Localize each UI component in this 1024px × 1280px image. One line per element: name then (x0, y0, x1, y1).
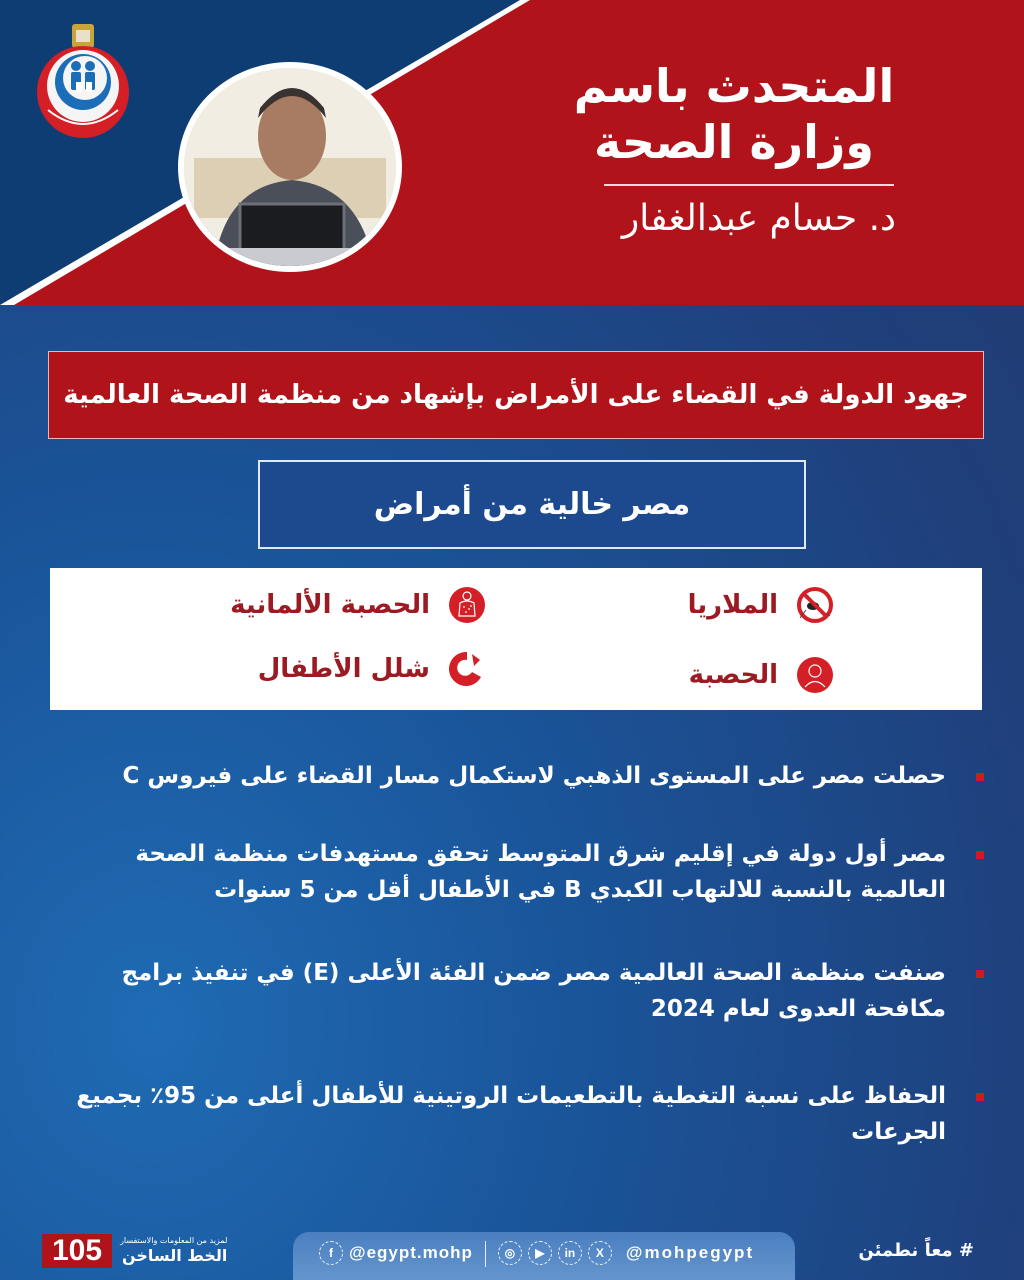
hotline-label: الخط الساخن (121, 1246, 228, 1265)
disease-item-rubella (230, 586, 486, 624)
title-divider (604, 184, 894, 186)
hotline-caption: لمزيد من المعلومات والاستفسار (120, 1236, 228, 1245)
disease-label: الحصبة الألمانية (230, 590, 430, 620)
hotline (42, 1234, 227, 1268)
youtube-icon[interactable]: ▶ (528, 1241, 552, 1265)
disease-label: الملاريا (687, 590, 778, 620)
disease-free-panel (50, 568, 982, 710)
no-mosquito-icon (796, 586, 834, 624)
list-item (60, 758, 990, 794)
bullet-marker (976, 773, 984, 781)
speaker-portrait (178, 62, 402, 272)
disease-item-polio (258, 650, 486, 688)
bullet-text: صنفت منظمة الصحة العالمية مصر ضمن الفئة الأعلى (E) في تنفيذ برامج مكافحة العدوى لعام 2024 (121, 960, 946, 1022)
header (0, 0, 1024, 305)
social-bar (293, 1232, 795, 1280)
disease-item-malaria (688, 586, 834, 624)
facebook-handle[interactable]: @egypt.mohp (349, 1243, 473, 1262)
subheadline-text: مصر خالية من أمراض (373, 487, 691, 522)
bullet-marker (976, 851, 984, 859)
headline-banner (48, 351, 984, 439)
disease-label: شلل الأطفال (257, 654, 430, 684)
hashtag: # معاً نطمئن (858, 1240, 974, 1261)
bullet-text: الحفاظ على نسبة التغطية بالتطعيمات الروتينية للأطفال أعلى من 95٪ بجميع الجرعات (76, 1083, 946, 1145)
subheadline-box (258, 460, 806, 549)
social-handle[interactable]: @mohpegypt (625, 1243, 755, 1262)
face-person-icon (796, 656, 834, 694)
facebook-icon[interactable]: f (319, 1241, 343, 1265)
title-line-2: وزارة الصحة (594, 115, 874, 169)
instagram-icon[interactable]: ◎ (498, 1241, 522, 1265)
list-item (60, 836, 990, 908)
ministry-of-health-logo-icon (28, 20, 138, 140)
headline-text: جهود الدولة في القضاء على الأمراض بإشهاد من منظمة الصحة العالمية (63, 380, 969, 410)
body-rash-icon (448, 586, 486, 624)
bullet-text: حصلت مصر على المستوى الذهبي لاستكمال مسار القضاء على فيروس C (122, 763, 946, 789)
title-line-1: المتحدث باسم (573, 59, 895, 113)
polio-virus-icon (448, 650, 486, 688)
x-twitter-icon[interactable]: X (588, 1241, 612, 1265)
disease-label: الحصبة (688, 660, 778, 690)
linkedin-icon[interactable]: in (558, 1241, 582, 1265)
eagle-emblem-icon (72, 24, 94, 48)
disease-item-measles (689, 656, 834, 694)
hotline-number[interactable]: 105 (42, 1234, 112, 1268)
hotline-text (120, 1236, 227, 1266)
list-item (60, 1078, 990, 1150)
bullet-marker (976, 970, 984, 978)
speaker-name: د. حسام عبدالغفار (621, 198, 897, 239)
bullet-text: مصر أول دولة في إقليم شرق المتوسط تحقق مستهدفات منظمة الصحة العالمية بالنسبة للالتهاب الكبدي B في الأطفال أقل من 5 سنوات (135, 841, 946, 903)
list-item (60, 955, 990, 1027)
bullet-marker (976, 1093, 984, 1101)
social-divider (485, 1241, 486, 1267)
title-block (554, 58, 914, 242)
